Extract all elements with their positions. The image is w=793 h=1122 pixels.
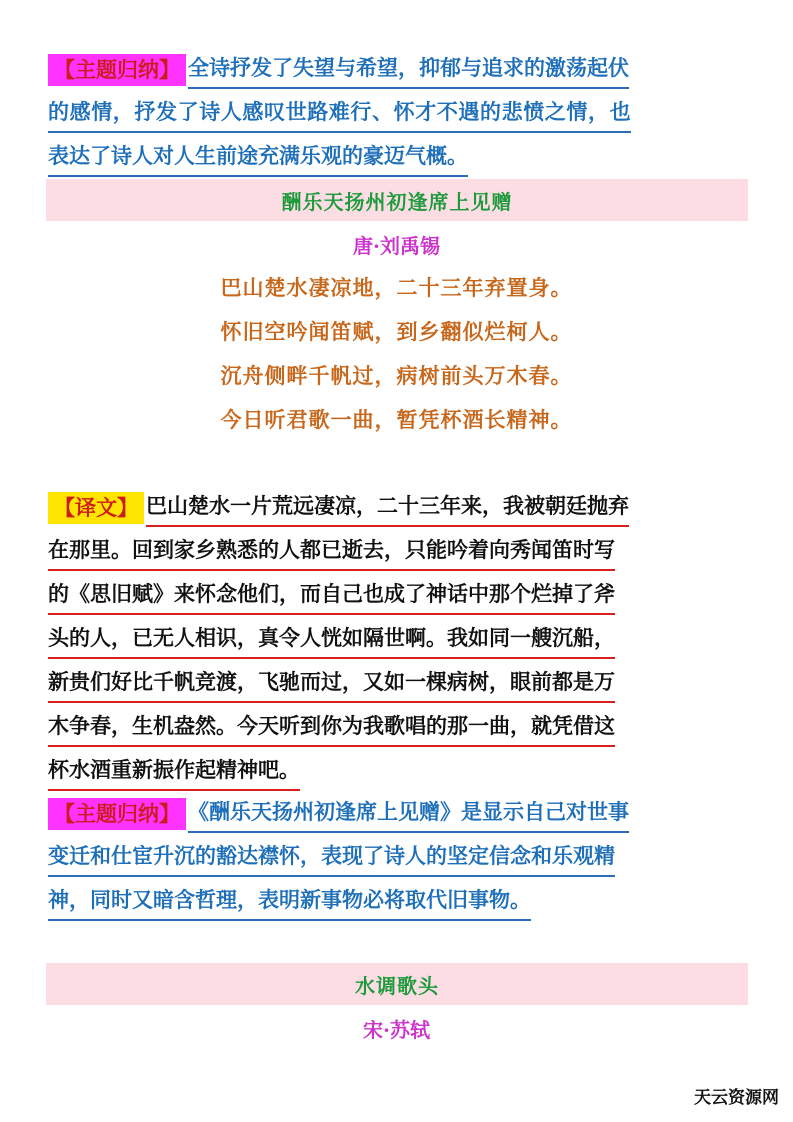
translation-tag: 【译文】: [48, 492, 144, 524]
translation-line-6: 木争春，生机盎然。今天听到你为我歌唱的那一曲，就凭借这: [48, 707, 615, 747]
poem1-line-4: 今日听君歌一曲，暂凭杯酒长精神。: [220, 407, 573, 432]
theme2-line-3: 神，同时又暗含哲理，表明新事物必将取代旧事物。: [48, 881, 531, 921]
translation-line-7: 杯水酒重新振作起精神吧。: [48, 751, 300, 791]
poem1-line-2: 怀旧空吟闻笛赋，到乡翻似烂柯人。: [220, 319, 573, 344]
translation-line-3: 的《思旧赋》来怀念他们，而自己也成了神话中那个烂掉了斧: [48, 575, 615, 615]
theme2-line-2: 变迁和仕宦升沉的豁达襟怀，表现了诗人的坚定信念和乐观精: [48, 837, 615, 877]
translation-line-4: 头的人，已无人相识，真令人恍如隔世啊。我如同一艘沉船，: [48, 619, 615, 659]
poem2-author: 宋·苏轼: [363, 1018, 430, 1042]
theme1-line-1: 全诗抒发了失望与希望，抑郁与追求的激荡起伏: [188, 49, 629, 89]
poem1-line-3: 沉舟侧畔千帆过，病树前头万木春。: [220, 363, 573, 388]
poem1-title: 酬乐天扬州初逢席上见赠: [281, 189, 513, 214]
poem1-title-bar: [46, 179, 748, 221]
theme-summary-2: [48, 792, 748, 924]
poem2-title-bar: [46, 963, 748, 1005]
theme-summary-1: [48, 48, 748, 180]
theme1-line-3: 表达了诗人对人生前途充满乐观的豪迈气概。: [48, 137, 468, 177]
poem1-body: [0, 266, 793, 442]
poem1-author: 唐·刘禹锡: [353, 234, 440, 258]
theme-tag-2: 【主题归纳】: [48, 798, 186, 830]
translation-line-2: 在那里。回到家乡熟悉的人都已逝去，只能吟着向秀闻笛时写: [48, 531, 615, 571]
translation-line-1: 巴山楚水一片荒远凄凉，二十三年来，我被朝廷抛弃: [146, 487, 629, 527]
translation: [48, 486, 748, 794]
watermark-text: 天云资源网: [694, 1088, 779, 1108]
theme2-line-1: 《酬乐天扬州初逢席上见赠》是显示自己对世事: [188, 793, 629, 833]
poem2-title: 水调歌头: [355, 973, 439, 998]
poem1-line-1: 巴山楚水凄凉地，二十三年弃置身。: [220, 275, 573, 300]
theme1-line-2: 的感情，抒发了诗人感叹世路难行、怀才不遇的悲愤之情，也: [48, 93, 631, 133]
theme-tag-1: 【主题归纳】: [48, 54, 186, 86]
translation-line-5: 新贵们好比千帆竞渡，飞驰而过，又如一棵病树，眼前都是万: [48, 663, 615, 703]
